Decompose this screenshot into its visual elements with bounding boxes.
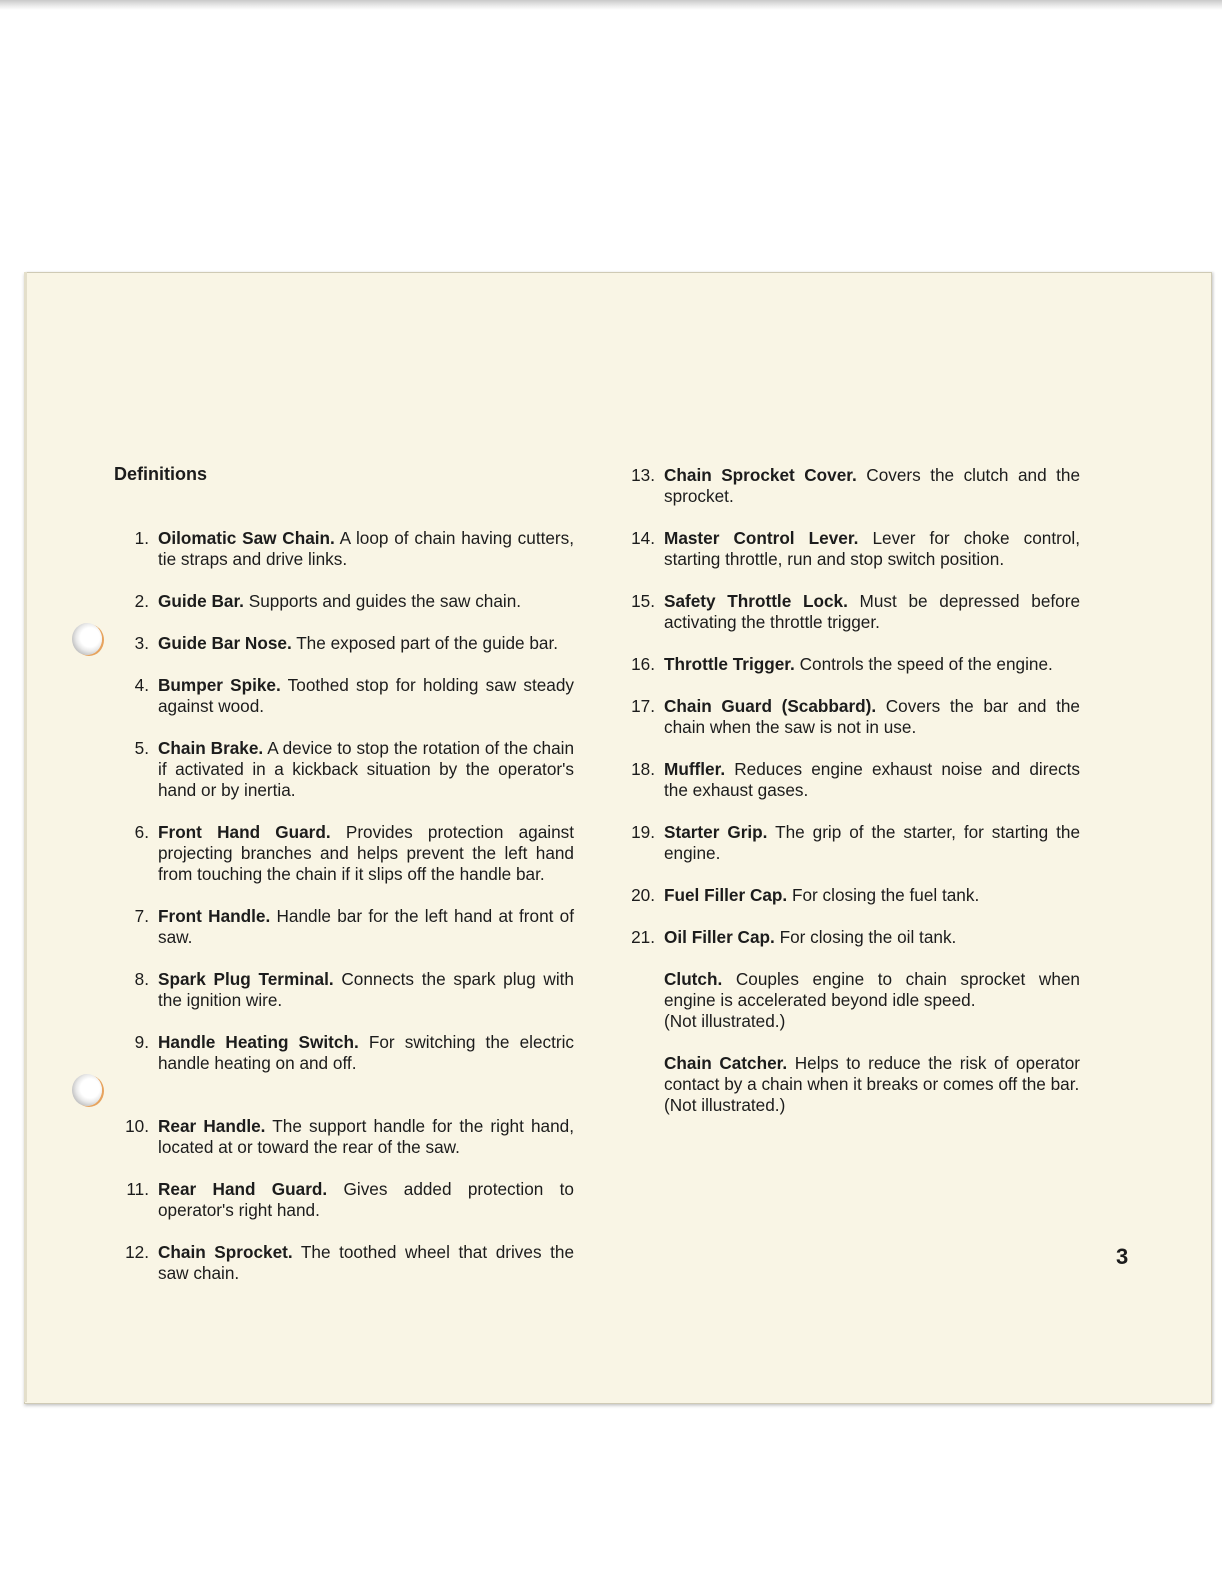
definitions-list-left	[114, 528, 574, 1305]
scan-top-edge	[0, 0, 1222, 10]
definition-text: Supports and guides the saw chain.	[248, 591, 522, 611]
definition-term: Clutch.	[664, 969, 723, 989]
definition-term: Handle Heating Switch.	[158, 1032, 359, 1052]
definition-item	[620, 465, 1080, 507]
definition-text: A loop of chain having cutters, tie straps and drive links.	[158, 528, 575, 569]
definition-term: Front Hand Guard.	[158, 822, 331, 842]
definition-text: For closing the oil tank.	[779, 927, 957, 947]
definition-term: Chain Catcher.	[664, 1053, 788, 1073]
definition-term: Guide Bar.	[158, 591, 244, 611]
definition-item	[114, 969, 574, 1011]
item-number: 5.	[134, 738, 149, 758]
definition-text: Gives added protection to operator's right hand.	[158, 1179, 574, 1220]
definition-term: Spark Plug Terminal.	[158, 969, 334, 989]
definition-item	[620, 591, 1080, 633]
binder-hole-top	[72, 623, 102, 655]
item-number: 21.	[631, 927, 655, 947]
definition-item	[620, 696, 1080, 738]
item-number: 7.	[134, 906, 149, 926]
item-number: 18.	[631, 759, 655, 779]
item-number: 10.	[125, 1116, 149, 1136]
definition-term: Bumper Spike.	[158, 675, 281, 695]
item-number: 13.	[631, 465, 655, 485]
definition-text: The exposed part of the guide bar.	[296, 633, 559, 653]
definition-note: (Not illustrated.)	[664, 1095, 786, 1115]
definition-term: Oilomatic Saw Chain.	[158, 528, 335, 548]
definition-item	[114, 1179, 574, 1221]
definition-term: Chain Sprocket Cover.	[664, 465, 857, 485]
definition-term: Throttle Trigger.	[664, 654, 795, 674]
definition-item-unnumbered	[620, 1053, 1080, 1116]
definition-text: For closing the fuel tank.	[791, 885, 980, 905]
item-number: 12.	[125, 1242, 149, 1262]
definition-item	[620, 528, 1080, 570]
definition-text: The toothed wheel that drives the saw chain.	[158, 1242, 574, 1283]
definition-item	[620, 759, 1080, 801]
item-number: 6.	[134, 822, 149, 842]
definition-text: Toothed stop for holding saw steady against wood.	[158, 675, 574, 716]
item-number: 4.	[134, 675, 149, 695]
definition-item	[114, 528, 574, 570]
definition-note: (Not illustrated.)	[664, 1011, 786, 1031]
definition-item	[114, 591, 574, 612]
definition-text: For switching the electric handle heating on and off.	[158, 1032, 575, 1073]
page-number: 3	[1116, 1244, 1129, 1269]
definition-text: The grip of the starter, for starting the engine.	[664, 822, 1081, 863]
definition-item	[114, 1116, 574, 1158]
definition-item	[114, 1032, 574, 1074]
definition-term: Safety Throttle Lock.	[664, 591, 848, 611]
definition-term: Chain Brake.	[158, 738, 264, 758]
definition-text: The support handle for the right hand, located at or toward the rear of the saw.	[158, 1116, 575, 1157]
definition-text: Lever for choke control, starting throttle, run and stop switch position.	[664, 528, 1081, 569]
definition-text: Helps to reduce the risk of operator contact by a chain when it breaks or comes off the bar.	[664, 1053, 1080, 1094]
definition-term: Starter Grip.	[664, 822, 768, 842]
definition-term: Rear Hand Guard.	[158, 1179, 328, 1199]
item-number: 8.	[134, 969, 149, 989]
item-number: 14.	[631, 528, 655, 548]
definition-item	[620, 885, 1080, 906]
item-number: 2.	[134, 591, 149, 611]
definition-item	[114, 822, 574, 885]
definition-text: Controls the speed of the engine.	[799, 654, 1053, 674]
definition-item	[620, 927, 1080, 948]
definition-text: Must be depressed before activating the throttle trigger.	[664, 591, 1080, 632]
definition-item	[114, 633, 574, 654]
item-number	[620, 1053, 655, 1116]
definition-text: Connects the spark plug with the ignition wire.	[158, 969, 574, 1010]
definition-item	[114, 675, 574, 717]
definition-text: A device to stop the rotation of the chain if activated in a kickback situation by the operator's hand or by inertia.	[158, 738, 575, 800]
item-number	[620, 969, 655, 1032]
definition-text: Covers the clutch and the sprocket.	[664, 465, 1080, 506]
binder-hole-bottom	[72, 1074, 102, 1106]
definition-text: Reduces engine exhaust noise and directs the exhaust gases.	[664, 759, 1080, 800]
definition-item	[114, 906, 574, 948]
definition-text: Provides protection against projecting branches and helps prevent the left hand from touching the chain if it slips off the handle bar.	[158, 822, 575, 884]
definition-term: Rear Handle.	[158, 1116, 266, 1136]
definition-term: Front Handle.	[158, 906, 271, 926]
page-binding-edge	[24, 272, 27, 1402]
definition-text: Covers the bar and the chain when the saw is not in use.	[664, 696, 1080, 737]
definition-term: Oil Filler Cap.	[664, 927, 775, 947]
item-number: 19.	[631, 822, 655, 842]
definition-item-unnumbered	[620, 969, 1080, 1032]
definition-term: Muffler.	[664, 759, 726, 779]
item-number: 17.	[631, 696, 655, 716]
item-number: 20.	[631, 885, 655, 905]
item-number: 16.	[631, 654, 655, 674]
definition-item	[620, 654, 1080, 675]
item-number: 15.	[631, 591, 655, 611]
definition-item	[114, 1242, 574, 1284]
definition-term: Master Control Lever.	[664, 528, 859, 548]
item-number: 1.	[134, 528, 149, 548]
item-number: 9.	[134, 1032, 149, 1052]
item-number: 3.	[134, 633, 149, 653]
definitions-list-right	[620, 465, 1080, 1137]
definition-term: Fuel Filler Cap.	[664, 885, 788, 905]
item-number: 11.	[126, 1179, 149, 1199]
definition-item	[620, 822, 1080, 864]
definition-text: Handle bar for the left hand at front of saw.	[158, 906, 575, 947]
definition-item	[114, 738, 574, 801]
definition-text: Couples engine to chain sprocket when engine is accelerated beyond idle speed.	[664, 969, 1080, 1010]
page-heading: Definitions	[114, 464, 207, 484]
definition-term: Chain Guard (Scabbard).	[664, 696, 877, 716]
definition-term: Chain Sprocket.	[158, 1242, 293, 1262]
definition-term: Guide Bar Nose.	[158, 633, 292, 653]
